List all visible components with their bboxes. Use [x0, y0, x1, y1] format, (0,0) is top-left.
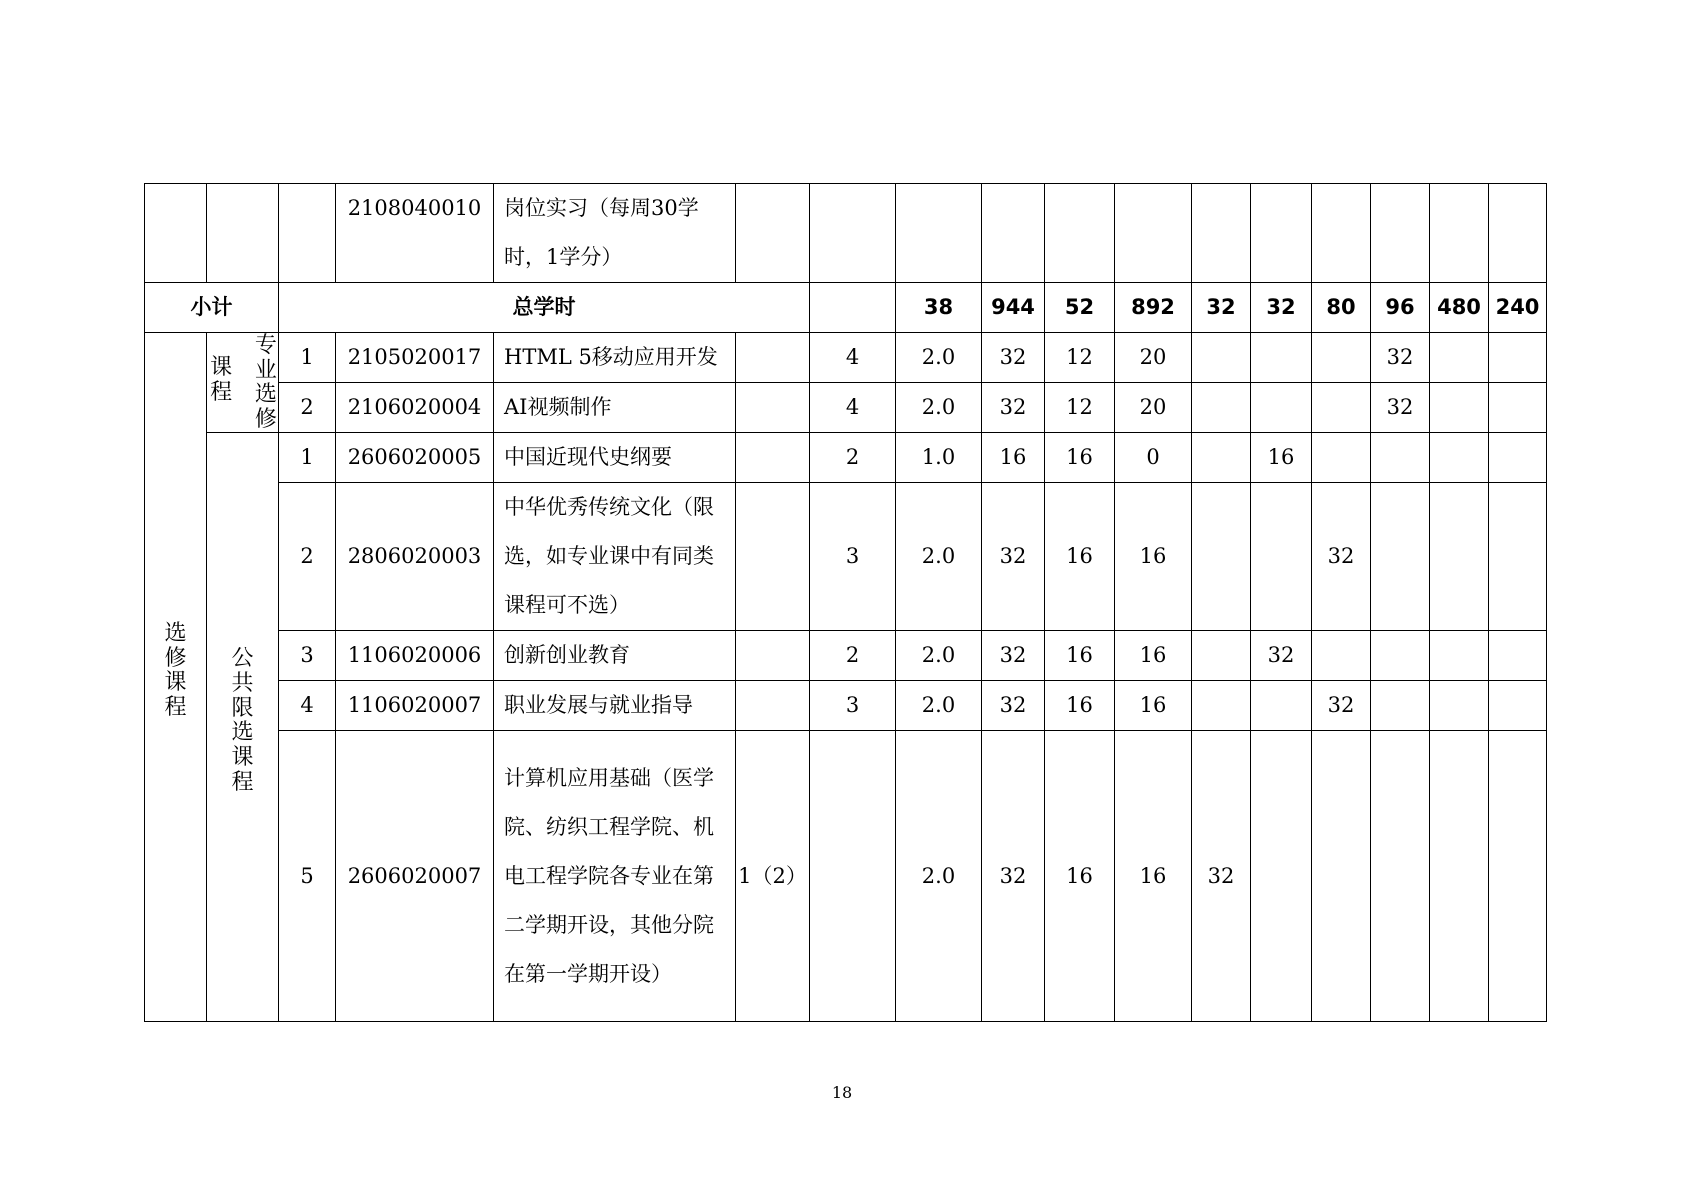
semester-hours [1430, 483, 1489, 631]
semester-hours: 32 [1371, 383, 1430, 433]
semester-hours [1430, 681, 1489, 731]
empty-cell [145, 184, 207, 283]
practice-hours: 16 [1115, 731, 1192, 1022]
semester-hours [1489, 383, 1547, 433]
elective-category-cell [145, 333, 207, 1022]
assess-term: 2 [810, 631, 896, 681]
total-hours-label: 总学时 [279, 283, 810, 333]
course-name: 计算机应用基础（医学院、纺织工程学院、机电工程学院各专业在第二学期开设，其他分院在第一学期开设） [494, 731, 736, 1022]
practice-hours: 20 [1115, 383, 1192, 433]
semester-hours [1371, 681, 1430, 731]
empty-cell [1430, 184, 1489, 283]
empty-cell [279, 184, 336, 283]
subtotal-value: 96 [1371, 283, 1430, 333]
theory-hours: 16 [1045, 731, 1115, 1022]
assess-term: 4 [810, 383, 896, 433]
semester-hours [1489, 333, 1547, 383]
exam-term [736, 483, 810, 631]
public-group-cell [207, 433, 279, 1022]
subtotal-value: 892 [1115, 283, 1192, 333]
semester-hours [1312, 333, 1371, 383]
subtotal-value: 944 [982, 283, 1045, 333]
semester-hours [1312, 731, 1371, 1022]
course-code: 2106020004 [336, 383, 494, 433]
theory-hours: 16 [1045, 681, 1115, 731]
course-name: 创新创业教育 [494, 631, 736, 681]
semester-hours [1312, 383, 1371, 433]
semester-hours [1371, 433, 1430, 483]
subtotal-value: 80 [1312, 283, 1371, 333]
empty-cell [1371, 184, 1430, 283]
assess-term: 4 [810, 333, 896, 383]
semester-hours [1251, 731, 1312, 1022]
total-hours: 16 [982, 433, 1045, 483]
semester-hours: 32 [1251, 631, 1312, 681]
subtotal-value: 32 [1192, 283, 1251, 333]
elective-category-label: 选修课程 [164, 621, 187, 720]
table-row [145, 184, 1547, 283]
credit: 2.0 [896, 483, 982, 631]
course-code: 2606020005 [336, 433, 494, 483]
row-number: 5 [279, 731, 336, 1022]
semester-hours: 32 [1312, 681, 1371, 731]
semester-hours [1489, 681, 1547, 731]
course-code: 2606020007 [336, 731, 494, 1022]
subtotal-value: 480 [1430, 283, 1489, 333]
subtotal-value: 52 [1045, 283, 1115, 333]
exam-term [736, 433, 810, 483]
empty-cell [1192, 184, 1251, 283]
table-row [145, 433, 1547, 483]
subtotal-value: 240 [1489, 283, 1547, 333]
empty-cell [1251, 184, 1312, 283]
page-number: 18 [831, 1083, 853, 1102]
course-code: 1106020007 [336, 681, 494, 731]
course-name: HTML 5移动应用开发 [494, 333, 736, 383]
semester-hours [1489, 433, 1547, 483]
total-hours: 32 [982, 483, 1045, 631]
empty-cell [1045, 184, 1115, 283]
semester-hours [1192, 333, 1251, 383]
semester-hours: 32 [1312, 483, 1371, 631]
credit: 1.0 [896, 433, 982, 483]
table-row [145, 333, 1547, 383]
theory-hours: 12 [1045, 383, 1115, 433]
table-row [145, 483, 1547, 631]
row-number: 2 [279, 483, 336, 631]
subtotal-label: 小计 [145, 283, 279, 333]
assess-term: 3 [810, 681, 896, 731]
assess-term: 3 [810, 483, 896, 631]
semester-hours [1251, 681, 1312, 731]
semester-hours: 16 [1251, 433, 1312, 483]
semester-hours [1192, 483, 1251, 631]
course-code: 2105020017 [336, 333, 494, 383]
semester-hours [1192, 433, 1251, 483]
empty-cell [810, 283, 896, 333]
semester-hours [1430, 731, 1489, 1022]
professional-group-label-a: 课程 [210, 355, 233, 405]
semester-hours [1430, 433, 1489, 483]
course-code: 2806020003 [336, 483, 494, 631]
semester-hours [1489, 631, 1547, 681]
semester-hours [1312, 631, 1371, 681]
total-hours: 32 [982, 631, 1045, 681]
empty-cell [1489, 184, 1547, 283]
empty-cell [1115, 184, 1192, 283]
practice-hours: 0 [1115, 433, 1192, 483]
practice-hours: 16 [1115, 631, 1192, 681]
semester-hours: 32 [1192, 731, 1251, 1022]
semester-hours [1192, 631, 1251, 681]
semester-hours [1192, 681, 1251, 731]
course-name: 职业发展与就业指导 [494, 681, 736, 731]
empty-cell [1312, 184, 1371, 283]
course-name: 岗位实习（每周30学时，1学分） [494, 184, 736, 283]
exam-term [736, 681, 810, 731]
curriculum-table [144, 183, 1547, 1022]
total-hours: 32 [982, 333, 1045, 383]
empty-cell [810, 184, 896, 283]
exam-term: 1（2） [736, 731, 810, 1022]
exam-term [736, 631, 810, 681]
course-name: AI视频制作 [494, 383, 736, 433]
empty-cell [982, 184, 1045, 283]
semester-hours [1489, 731, 1547, 1022]
semester-hours [1489, 483, 1547, 631]
semester-hours: 32 [1371, 333, 1430, 383]
semester-hours [1192, 383, 1251, 433]
practice-hours: 16 [1115, 483, 1192, 631]
subtotal-value: 38 [896, 283, 982, 333]
exam-term [736, 333, 810, 383]
row-number: 1 [279, 333, 336, 383]
course-code: 2108040010 [336, 184, 494, 283]
practice-hours: 16 [1115, 681, 1192, 731]
practice-hours: 20 [1115, 333, 1192, 383]
table-row [145, 631, 1547, 681]
theory-hours: 16 [1045, 483, 1115, 631]
semester-hours [1430, 631, 1489, 681]
public-group-label: 公共限选课程 [231, 646, 254, 795]
table-row [145, 731, 1547, 1022]
subtotal-value: 32 [1251, 283, 1312, 333]
credit: 2.0 [896, 383, 982, 433]
subtotal-row [145, 283, 1547, 333]
credit: 2.0 [896, 731, 982, 1022]
row-number: 4 [279, 681, 336, 731]
theory-hours: 16 [1045, 433, 1115, 483]
row-number: 2 [279, 383, 336, 433]
semester-hours [1430, 333, 1489, 383]
credit: 2.0 [896, 333, 982, 383]
semester-hours [1430, 383, 1489, 433]
credit: 2.0 [896, 681, 982, 731]
professional-group-cell [207, 333, 279, 433]
table-row [145, 383, 1547, 433]
total-hours: 32 [982, 681, 1045, 731]
theory-hours: 16 [1045, 631, 1115, 681]
professional-group-label-b: 专业选修 [254, 333, 277, 432]
course-name: 中国近现代史纲要 [494, 433, 736, 483]
empty-cell [736, 184, 810, 283]
row-number: 3 [279, 631, 336, 681]
course-code: 1106020006 [336, 631, 494, 681]
empty-cell [207, 184, 279, 283]
credit: 2.0 [896, 631, 982, 681]
theory-hours: 12 [1045, 333, 1115, 383]
total-hours: 32 [982, 731, 1045, 1022]
total-hours: 32 [982, 383, 1045, 433]
exam-term [736, 383, 810, 433]
semester-hours [1371, 731, 1430, 1022]
semester-hours [1312, 433, 1371, 483]
assess-term: 2 [810, 433, 896, 483]
semester-hours [1251, 483, 1312, 631]
semester-hours [1251, 333, 1312, 383]
assess-term [810, 731, 896, 1022]
empty-cell [896, 184, 982, 283]
semester-hours [1371, 483, 1430, 631]
semester-hours [1371, 631, 1430, 681]
row-number: 1 [279, 433, 336, 483]
course-name: 中华优秀传统文化（限选，如专业课中有同类课程可不选） [494, 483, 736, 631]
semester-hours [1251, 383, 1312, 433]
table-row [145, 681, 1547, 731]
